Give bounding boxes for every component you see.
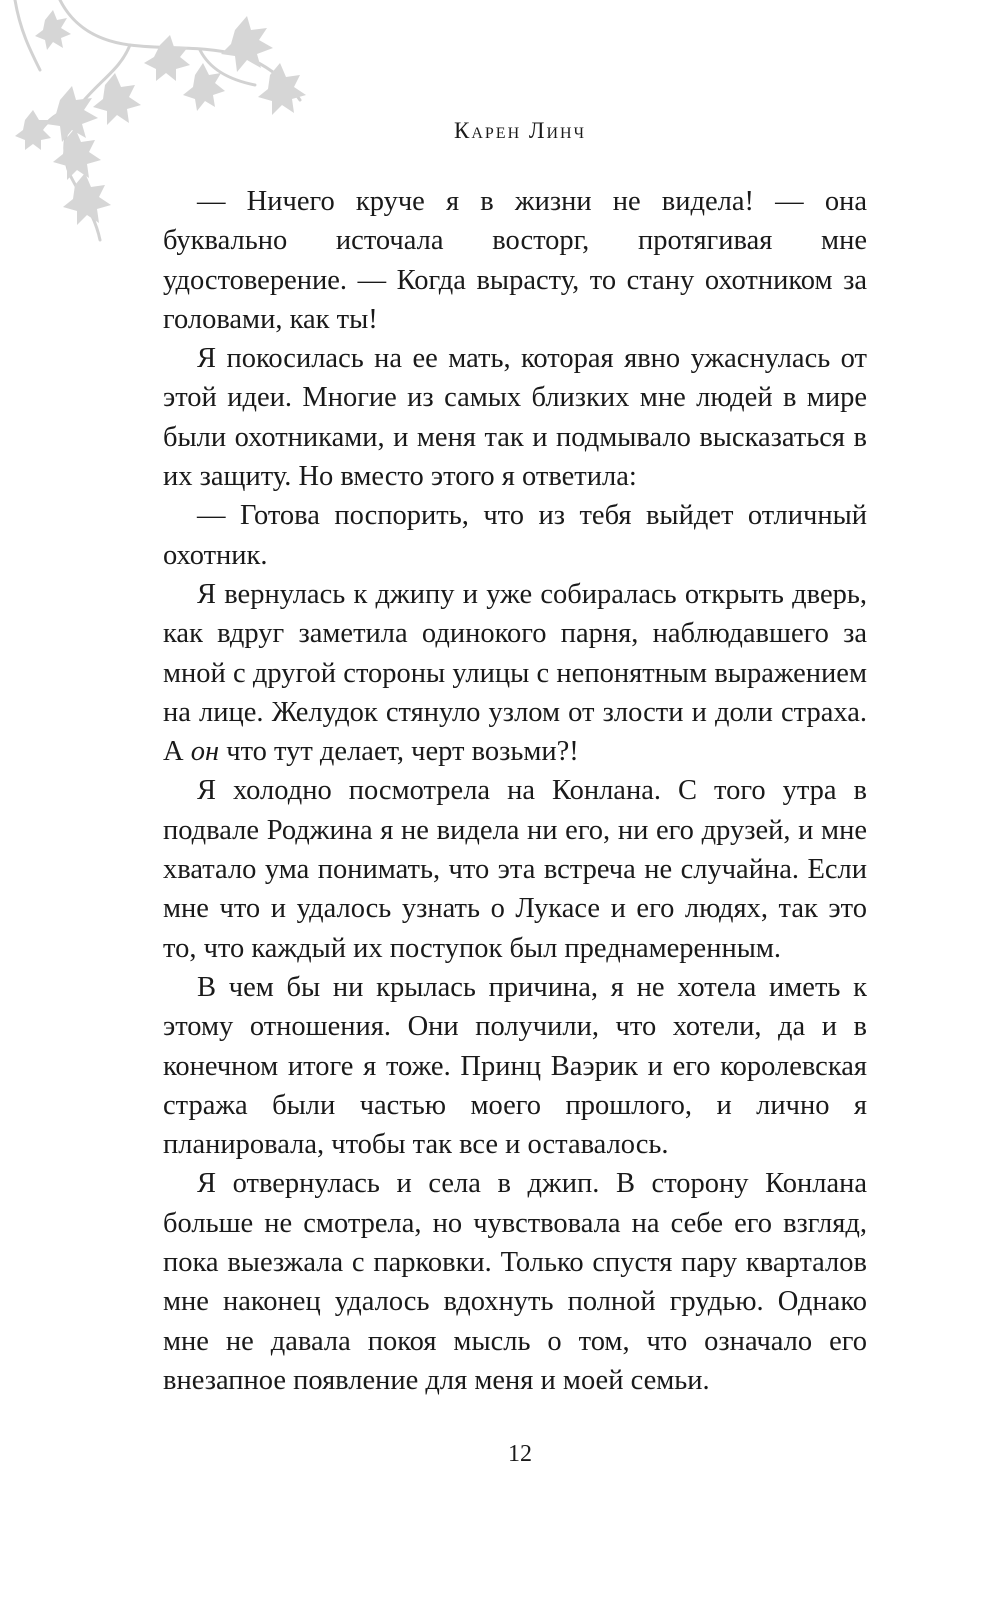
paragraph: Я покосилась на ее мать, которая явно ужаснулась от этой идеи. Многие из самых близких мне людей в мире были охотниками, и меня так и подмывало высказаться в их защиту. Но вместо этого я ответила: xyxy=(163,343,867,493)
paragraph-text: что тут делает, черт возьми?! xyxy=(226,736,579,768)
body-text xyxy=(163,182,867,1400)
paragraph: — Готова поспорить, что из тебя выйдет отличный охотник. xyxy=(163,500,867,571)
paragraph: Я отвернулась и села в джип. В сторону Конлана больше не смотрела, но чувствовала на себе его взгляд, пока выезжала с парковки. Только спустя пару кварталов мне наконец удалось вдохнуть полной грудью. Однако мне не давала покоя мысль о том, что означало его внезапное появление для меня и моей семьи. xyxy=(163,1168,867,1396)
paragraph: В чем бы ни крылась причина, я не хотела иметь к этому отношения. Они получили, что хотели, да и в конечном итоге я тоже. Принц Ваэрик и его королевская стража были частью моего прошлого, и лично я планировала, чтобы так все и оставалось. xyxy=(163,971,867,1161)
page-number: 12 xyxy=(508,1441,532,1467)
paragraph-text: Я вернулась к джипу и уже собиралась открыть дверь, как вдруг заметила одинокого парня, наблюдавшего за мной с другой стороны улицы с непонятным выражением на лице. Желудок стянуло узлом от злости и доли страха. А xyxy=(163,578,867,768)
emphasis: он xyxy=(190,736,220,768)
paragraph xyxy=(163,575,867,771)
running-head: Карен Линч xyxy=(454,118,586,143)
paragraph: — Ничего круче я в жизни не видела! — она буквально источала восторг, протягивая мне удостоверение. — Когда вырасту, то стану охотником за головами, как ты! xyxy=(163,186,867,335)
paragraph: Я холодно посмотрела на Конлана. С того утра в подвале Роджина я не видела ни его, ни его друзей, и мне хватало ума понимать, что эта встреча не случайна. Если мне что и удалось узнать о Лукасе и его людях, так это то, что каждый их поступок был преднамеренным. xyxy=(163,775,867,964)
